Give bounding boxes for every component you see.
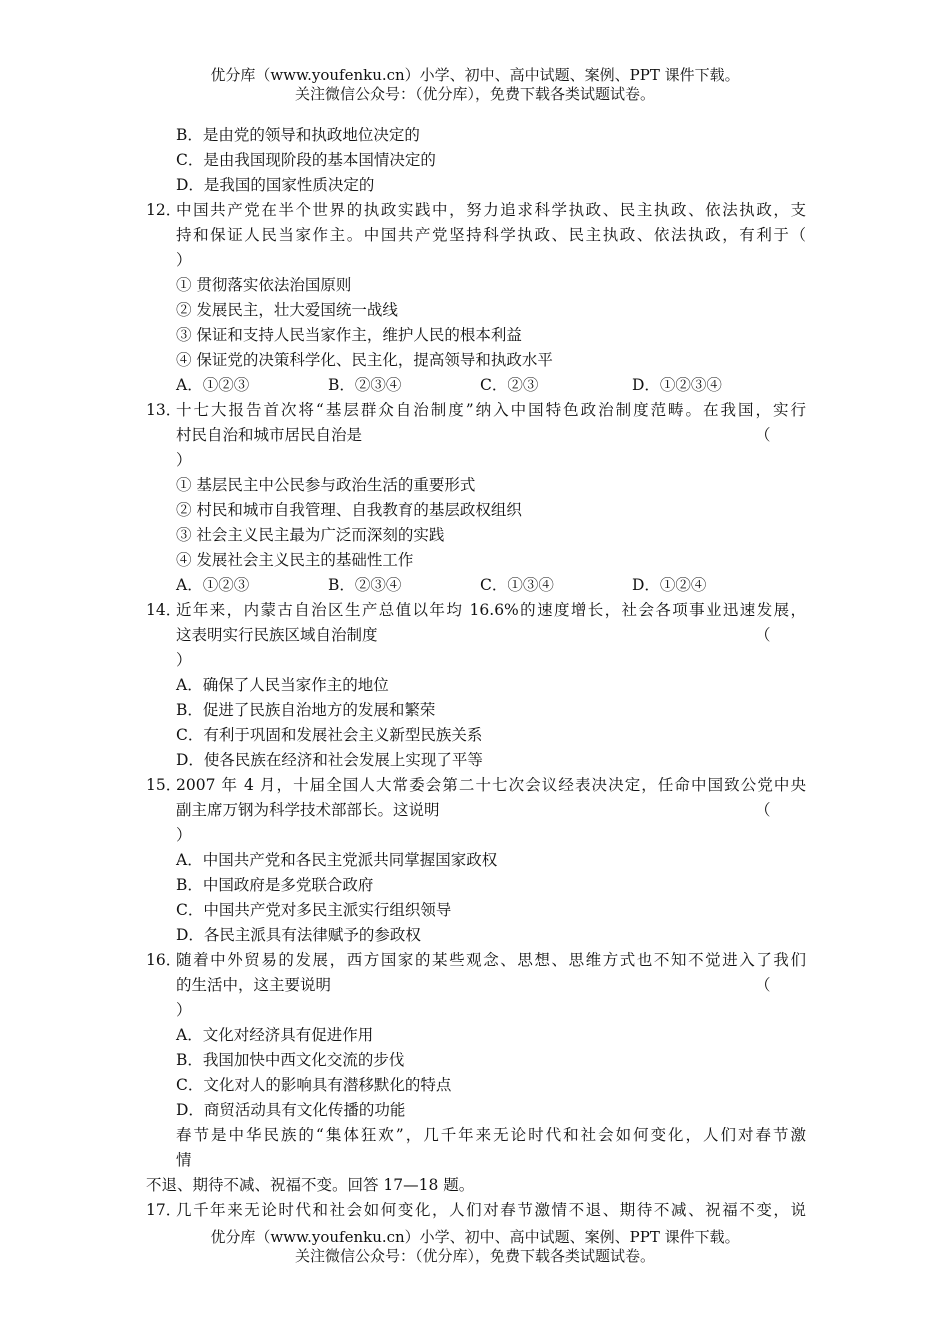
q13-choice-d: D．①②④ — [632, 576, 707, 594]
q15-option-b: B．中国政府是多党联合政府 — [176, 876, 374, 894]
footer-line-1: 优分库（www.youfenku.cn）小学、初中、高中试题、案例、PPT 课件下载。 — [210, 1228, 740, 1246]
q14-option-d: D．使各民族在经济和社会发展上实现了平等 — [176, 751, 483, 769]
q15-number: 15． — [146, 776, 182, 794]
q13-choice-c: C．①③④ — [480, 576, 554, 594]
q12-stem-line-2: 持和保证人民当家作主。中国共产党坚持科学执政、民主执政、依法执政，有利于（ — [176, 226, 806, 244]
q14-paren-close: ） — [176, 651, 192, 669]
q17-stem-line-1: 几千年来无论时代和社会如何变化，人们对春节激情不退、期待不减、祝福不变，说 — [176, 1201, 806, 1219]
q16-paren-open: （ — [755, 976, 771, 994]
header-line-2: 关注微信公众号：（优分库），免费下载各类试题试卷。 — [294, 85, 655, 103]
q13-item-3: ③ 社会主义民主最为广泛而深刻的实践 — [176, 526, 445, 544]
q16-stem-line-1: 随着中外贸易的发展，西方国家的某些观念、思想、思维方式也不知不觉进入了我们 — [176, 951, 806, 969]
q15-option-a: A．中国共产党和各民主党派共同掌握国家政权 — [176, 851, 498, 869]
q12-stem-line-1: 中国共产党在半个世界的执政实践中，努力追求科学执政、民主执政、依法执政，支 — [176, 201, 806, 219]
q16-option-c: C．文化对人的影响具有潜移默化的特点 — [176, 1076, 452, 1094]
q13-choice-a: A．①②③ — [176, 576, 250, 594]
q11-option-d: D．是我国的国家性质决定的 — [176, 176, 375, 194]
q15-stem-line-2: 副主席万钢为科学技术部部长。这说明 — [176, 801, 440, 819]
q13-stem-line-2: 村民自治和城市居民自治是 — [176, 426, 363, 444]
q14-option-b: B．促进了民族自治地方的发展和繁荣 — [176, 701, 436, 719]
q14-option-a: A．确保了人民当家作主的地位 — [176, 676, 389, 694]
q15-option-d: D．各民主派具有法律赋予的参政权 — [176, 926, 421, 944]
q16-option-d: D．商贸活动具有文化传播的功能 — [176, 1101, 406, 1119]
q14-stem-line-2: 这表明实行民族区域自治制度 — [176, 626, 378, 644]
passage-line-2: 情 — [176, 1151, 192, 1169]
q16-number: 16． — [146, 951, 182, 969]
q14-stem-line-1: 近年来，内蒙古自治区生产总值以年均 16.6%的速度增长，社会各项事业迅速发展， — [176, 601, 806, 619]
q15-option-c: C．中国共产党对多民主派实行组织领导 — [176, 901, 452, 919]
q12-choice-b: B．②③④ — [328, 376, 402, 394]
q12-choice-d: D．①②③④ — [632, 376, 722, 394]
exam-content — [0, 123, 950, 1223]
q11-option-b: B．是由党的领导和执政地位决定的 — [176, 126, 420, 144]
q16-stem-line-2: 的生活中，这主要说明 — [176, 976, 332, 994]
q13-item-2: ② 村民和城市自我管理、自我教育的基层政权组织 — [176, 501, 522, 519]
q12-item-1: ① 贯彻落实依法治国原则 — [176, 276, 352, 294]
q16-option-a: A．文化对经济具有促进作用 — [176, 1026, 374, 1044]
q15-paren-close: ） — [176, 826, 192, 844]
passage-line-1: 春节是中华民族的“集体狂欢”，几千年来无论时代和社会如何变化，人们对春节激 — [176, 1126, 806, 1144]
q12-choice-c: C．②③ — [480, 376, 539, 394]
q11-option-c: C．是由我国现阶段的基本国情决定的 — [176, 151, 436, 169]
q12-item-4: ④ 保证党的决策科学化、民主化，提高领导和执政水平 — [176, 351, 553, 369]
q14-number: 14． — [146, 601, 182, 619]
q13-paren-close: ） — [176, 451, 192, 469]
q15-stem-line-1: 2007 年 4 月，十届全国人大常委会第二十七次会议经表决决定，任命中国致公党中央 — [176, 776, 806, 794]
q12-choice-a: A．①②③ — [176, 376, 250, 394]
q13-item-1: ① 基层民主中公民参与政治生活的重要形式 — [176, 476, 476, 494]
q13-item-4: ④ 发展社会主义民主的基础性工作 — [176, 551, 414, 569]
q13-paren-open: （ — [755, 426, 771, 444]
q16-option-b: B．我国加快中西文化交流的步伐 — [176, 1051, 405, 1069]
passage-line-3: 不退、期待不减、祝福不变。回答 17—18 题。 — [146, 1176, 475, 1194]
q13-choice-b: B．②③④ — [328, 576, 402, 594]
page-footer — [0, 1228, 950, 1266]
q12-item-3: ③ 保证和支持人民当家作主，维护人民的根本利益 — [176, 326, 522, 344]
footer-line-2: 关注微信公众号：（优分库），免费下载各类试题试卷。 — [294, 1247, 655, 1265]
q16-paren-close: ） — [176, 1001, 192, 1019]
q13-number: 13． — [146, 401, 182, 419]
q14-paren-open: （ — [755, 626, 771, 644]
page-header — [0, 66, 950, 104]
q15-paren-open: （ — [755, 801, 771, 819]
q17-number: 17． — [146, 1201, 182, 1219]
q12-item-2: ② 发展民主，壮大爱国统一战线 — [176, 301, 398, 319]
q12-number: 12． — [146, 201, 182, 219]
q13-stem-line-1: 十七大报告首次将“基层群众自治制度”纳入中国特色政治制度范畴。在我国，实行 — [176, 401, 806, 419]
q14-option-c: C．有利于巩固和发展社会主义新型民族关系 — [176, 726, 483, 744]
header-line-1: 优分库（www.youfenku.cn）小学、初中、高中试题、案例、PPT 课件下载。 — [210, 66, 740, 84]
q12-stem-line-3: ） — [176, 251, 192, 269]
